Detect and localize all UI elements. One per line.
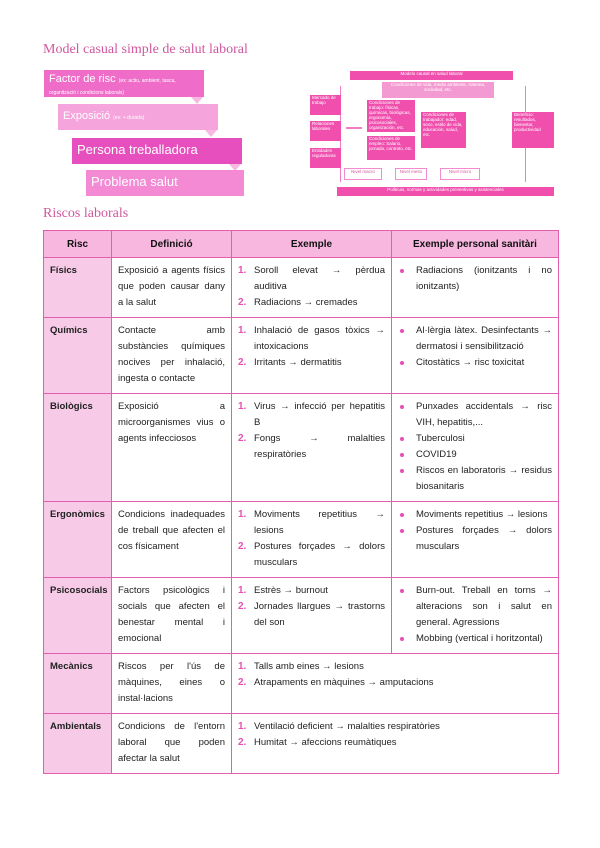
example-text: Ventilació deficient → malalties respiratòries bbox=[254, 721, 440, 732]
health-example-item bbox=[398, 399, 552, 431]
example-text: Soroll elevat → pèrdua auditiva bbox=[254, 265, 385, 292]
example-item bbox=[238, 263, 385, 295]
health-example-item bbox=[398, 631, 552, 647]
health-example-item bbox=[398, 263, 552, 295]
health-example-list bbox=[398, 263, 552, 295]
example-list bbox=[238, 659, 552, 691]
table-row bbox=[44, 714, 559, 774]
mini-sub: Condiciones de vida, medio ambiente, sistema, sociedad, etc. bbox=[382, 82, 494, 98]
health-example-text: Tuberculosi bbox=[416, 433, 465, 444]
arrow-down-icon bbox=[205, 130, 217, 137]
risk-name: Mecànics bbox=[44, 654, 112, 714]
health-example-item bbox=[398, 355, 552, 371]
list-number: 2. bbox=[238, 433, 247, 444]
bullet-icon bbox=[400, 329, 404, 333]
example-text: Irritants → dermatitis bbox=[254, 357, 342, 368]
step-exposure-note: (ex: + durada) bbox=[113, 115, 145, 121]
list-number: 2. bbox=[238, 601, 247, 612]
example-text: Jornades llargues → trastorns del son bbox=[254, 601, 385, 628]
risk-definition: Condicions de l'entorn laboral que poden afectar la salut bbox=[112, 714, 232, 774]
example-item bbox=[238, 295, 385, 311]
mini-left1: Mercado de trabajo bbox=[310, 95, 341, 115]
step-risk-factor-label: Factor de risc bbox=[49, 73, 116, 85]
mini-label-meso: Nivel meso bbox=[395, 168, 427, 180]
risks-table bbox=[43, 230, 559, 774]
risk-examples bbox=[232, 714, 559, 774]
example-item bbox=[238, 719, 552, 735]
table-row bbox=[44, 258, 559, 318]
list-number: 2. bbox=[238, 297, 247, 308]
table-header-row bbox=[44, 231, 559, 258]
step-worker: Persona treballadora bbox=[72, 138, 242, 164]
list-number: 1. bbox=[238, 401, 247, 412]
mini-label-micro: Nivel micro bbox=[440, 168, 480, 180]
mini-arrow-icon bbox=[346, 127, 362, 129]
bullet-icon bbox=[400, 361, 404, 365]
list-number: 2. bbox=[238, 357, 247, 368]
health-example-item bbox=[398, 523, 552, 555]
header-exemple-sanitari: Exemple personal sanitàri bbox=[392, 231, 559, 258]
bullet-icon bbox=[400, 513, 404, 517]
example-item bbox=[238, 583, 385, 599]
health-example-list bbox=[398, 323, 552, 371]
example-item bbox=[238, 659, 552, 675]
health-example-text: Punxades accidentals → risc VIH, hepatitis,... bbox=[416, 401, 552, 428]
bullet-icon bbox=[400, 529, 404, 533]
list-number: 2. bbox=[238, 541, 247, 552]
example-text: Humitat → afeccions reumàtiques bbox=[254, 737, 397, 748]
risk-definition: Exposició a agents físics que poden causar dany a la salut bbox=[112, 258, 232, 318]
risk-definition: Riscos per l'ús de màquines, eines o instal·lacions bbox=[112, 654, 232, 714]
health-example-item bbox=[398, 463, 552, 495]
risk-definition: Condicions inadequades de treball que afecten el cos físicament bbox=[112, 502, 232, 578]
risk-name: Químics bbox=[44, 318, 112, 394]
arrow-down-icon bbox=[191, 97, 203, 104]
health-staff-examples bbox=[392, 318, 559, 394]
mini-top: Modelo causal en salud laboral bbox=[350, 71, 513, 80]
example-item bbox=[238, 599, 385, 631]
health-example-text: Citostàtics → risc toxicitat bbox=[416, 357, 525, 368]
list-number: 2. bbox=[238, 737, 247, 748]
bullet-icon bbox=[400, 589, 404, 593]
example-text: Estrès → burnout bbox=[254, 585, 328, 596]
bullet-icon bbox=[400, 405, 404, 409]
table-body bbox=[44, 258, 559, 774]
health-example-text: Burn-out. Treball en torns → alteracions son i salut en general. Agressions bbox=[416, 585, 552, 628]
mini-mid2: Condiciones de empleo: Salario, jornada, contrato, etc. bbox=[367, 136, 415, 160]
health-staff-examples bbox=[392, 258, 559, 318]
risk-name: Ambientals bbox=[44, 714, 112, 774]
example-item bbox=[238, 539, 385, 571]
example-text: Radiacions → cremades bbox=[254, 297, 358, 308]
health-example-item bbox=[398, 507, 552, 523]
example-item bbox=[238, 507, 385, 539]
table-row bbox=[44, 654, 559, 714]
health-staff-examples bbox=[392, 578, 559, 654]
health-example-text: Mobbing (vertical i horitzontal) bbox=[416, 633, 543, 644]
example-item bbox=[238, 355, 385, 371]
header-definicio: Definició bbox=[112, 231, 232, 258]
health-example-text: Postures forçades → dolors musculars bbox=[416, 525, 552, 552]
table-row bbox=[44, 318, 559, 394]
health-example-item bbox=[398, 431, 552, 447]
health-staff-examples bbox=[392, 394, 559, 502]
example-item bbox=[238, 431, 385, 463]
example-text: Talls amb eines → lesions bbox=[254, 661, 364, 672]
mini-right: Beneficio: resultados, bienestar, productividad bbox=[512, 112, 554, 148]
header-exemple: Exemple bbox=[232, 231, 392, 258]
health-staff-examples bbox=[392, 502, 559, 578]
step-exposure-label: Exposició bbox=[63, 110, 111, 122]
health-example-item bbox=[398, 583, 552, 631]
health-example-text: Radiacions (ionitzants i no ionitzants) bbox=[416, 265, 552, 292]
example-list bbox=[238, 323, 385, 371]
list-number: 1. bbox=[238, 509, 247, 520]
risk-name: Ergonòmics bbox=[44, 502, 112, 578]
risk-examples bbox=[232, 578, 392, 654]
section-title-model: Model casual simple de salut laboral bbox=[43, 42, 248, 57]
example-item bbox=[238, 323, 385, 355]
health-example-text: Al·lèrgia làtex. Desinfectants → dermatosi i sensibilització bbox=[416, 325, 552, 352]
example-list bbox=[238, 719, 552, 751]
example-list bbox=[238, 399, 385, 463]
risk-examples bbox=[232, 654, 559, 714]
health-example-item bbox=[398, 323, 552, 355]
table-row bbox=[44, 578, 559, 654]
bullet-icon bbox=[400, 469, 404, 473]
section-title-risks: Riscos laborals bbox=[43, 206, 129, 221]
example-item bbox=[238, 399, 385, 431]
health-example-list bbox=[398, 399, 552, 495]
list-number: 1. bbox=[238, 585, 247, 596]
list-number: 1. bbox=[238, 661, 247, 672]
mini-mid1: Condiciones de trabajo: físicas, químicas, biológicas, ergonomía, psicosociales, organización, etc. bbox=[367, 100, 415, 132]
bullet-icon bbox=[400, 453, 404, 457]
risk-definition: Factors psicològics i socials que afecten el benestar mental i emocional bbox=[112, 578, 232, 654]
risk-examples bbox=[232, 318, 392, 394]
risk-definition: Exposició a microorganismes vius o agents infecciosos bbox=[112, 394, 232, 502]
step-risk-factor bbox=[44, 70, 204, 97]
list-number: 2. bbox=[238, 677, 247, 688]
risk-name: Psicosocials bbox=[44, 578, 112, 654]
mini-mid3: Condiciones de trabajador: edad, sexo, estilo de vida, educación, salud, etc. bbox=[421, 112, 466, 148]
bullet-icon bbox=[400, 437, 404, 441]
bullet-icon bbox=[400, 637, 404, 641]
example-text: Moviments repetitius → lesions bbox=[254, 509, 385, 536]
risk-definition: Contacte amb substàncies químiques nocives per inhalació, ingesta o contacte bbox=[112, 318, 232, 394]
health-example-item bbox=[398, 447, 552, 463]
health-example-list bbox=[398, 583, 552, 647]
health-example-text: Moviments repetitius → lesions bbox=[416, 509, 548, 520]
example-text: Postures forçades → dolors musculars bbox=[254, 541, 385, 568]
example-item bbox=[238, 735, 552, 751]
mini-left3: Entidades reguladoras bbox=[310, 148, 341, 168]
example-list bbox=[238, 263, 385, 311]
mini-bottom: Políticas, normas y actividades preventivas y asistenciales bbox=[337, 187, 554, 196]
list-number: 1. bbox=[238, 721, 247, 732]
step-health-problem: Problema salut bbox=[86, 170, 244, 196]
example-list bbox=[238, 583, 385, 631]
health-example-text: COVID19 bbox=[416, 449, 457, 460]
list-number: 1. bbox=[238, 265, 247, 276]
step-risk-factor-note: (ex: actiu, ambient, tasca, organització i condicions laborals) bbox=[49, 78, 176, 97]
list-number: 1. bbox=[238, 325, 247, 336]
step-exposure bbox=[58, 104, 218, 130]
example-text: Virus → infecció per hepatitis B bbox=[254, 401, 385, 428]
example-item bbox=[238, 675, 552, 691]
mini-label-macro: Nivel macro bbox=[344, 168, 382, 180]
example-text: Inhalació de gasos tòxics → intoxicacions bbox=[254, 325, 385, 352]
example-text: Fongs → malalties respiratòries bbox=[254, 433, 385, 460]
risk-name: Físics bbox=[44, 258, 112, 318]
risk-examples bbox=[232, 394, 392, 502]
risk-examples bbox=[232, 258, 392, 318]
table-row bbox=[44, 394, 559, 502]
header-risc: Risc bbox=[44, 231, 112, 258]
health-example-list bbox=[398, 507, 552, 555]
table-row bbox=[44, 502, 559, 578]
risk-name: Biològics bbox=[44, 394, 112, 502]
mini-left2: Relaciones laborales bbox=[310, 121, 341, 141]
health-example-text: Riscos en laboratoris → residus biosanitaris bbox=[416, 465, 552, 492]
risk-examples bbox=[232, 502, 392, 578]
example-list bbox=[238, 507, 385, 571]
example-text: Atrapaments en màquines → amputacions bbox=[254, 677, 434, 688]
bullet-icon bbox=[400, 269, 404, 273]
